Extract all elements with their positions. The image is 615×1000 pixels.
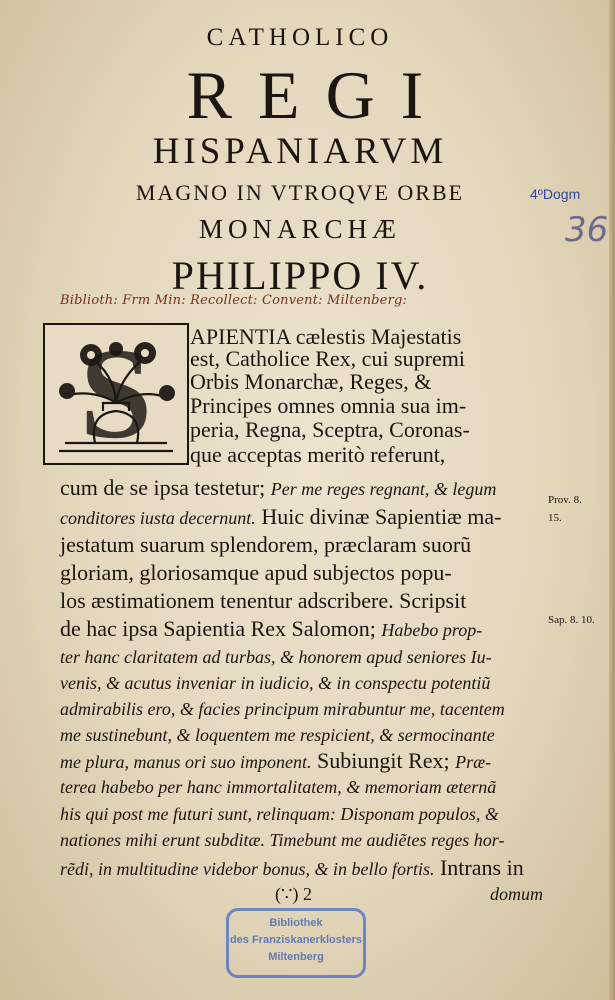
body-line-4: gloriam, gloriosamque apud subjectos popu- <box>60 560 452 585</box>
body-line-3: jestatum suarum splendorem, præclaram suorũ <box>60 532 472 557</box>
body-line-12: terea habebo per hanc immortalitatem, & memoriam æternã <box>60 777 497 797</box>
body-line-15-roman: Intrans in <box>439 855 524 880</box>
body-line-2-roman: Huic divinæ Sapientiæ ma- <box>261 504 502 529</box>
lead-line-2: est, Catholice Rex, cui supremi <box>190 346 465 371</box>
title-line-2: REGI <box>186 57 450 133</box>
body-line-7: ter hanc claritatem ad turbas, & honorem apud seniores Iu- <box>60 647 492 667</box>
shelfmark-number: 36 <box>565 210 609 250</box>
body-line-13: his qui post me futuri sunt, relinquam: Disponam populos, & <box>60 804 499 824</box>
signature-mark: (∵) 2 <box>275 884 312 904</box>
handwritten-ownership-note: Biblioth: Frm Min: Recollect: Convent: Miltenberg: <box>60 293 408 308</box>
title-line-6: PHILIPPO IV. <box>171 253 429 298</box>
body-line-14: nationes mihi erunt subditæ. Timebunt me audiẽtes reges hor- <box>60 830 505 850</box>
decorated-initial <box>43 323 189 465</box>
body-line-6-roman: de hac ipsa Sapientia Rex Salomon; <box>60 616 376 641</box>
body-line-15 <box>60 857 524 879</box>
margin-note-sap: Sap. 8. 10. <box>548 614 595 626</box>
library-stamp-line-3: Miltenberg <box>268 951 324 963</box>
lead-line-4: Principes omnes omnia sua im- <box>190 393 467 418</box>
library-stamp-line-2: des Franziskanerklosters <box>229 934 363 946</box>
title-line-4: MAGNO IN VTROQVE ORBE <box>135 180 465 205</box>
body-line-11-italic: me plura, manus ori suo imponent. <box>60 752 312 772</box>
library-stamp-line-1: Bibliothek <box>269 917 323 929</box>
lead-line-5: peria, Regna, Sceptra, Coronas- <box>190 417 470 442</box>
body-line-15-italic: rẽdi, in multitudine videbor bonus, & in bello fortis. <box>60 859 435 879</box>
body-line-1-roman: cum de se ipsa testetur; <box>60 475 266 500</box>
lead-line-1: APIENTIA cælestis Majestatis <box>190 324 462 349</box>
body-line-11 <box>60 750 491 772</box>
body-line-6-italic: Habebo prop- <box>381 620 483 640</box>
title-line-3: HISPANIARVM <box>152 131 448 172</box>
library-stamp <box>226 908 366 978</box>
margin-note-prov-verse: 15. <box>548 512 562 524</box>
body-line-1 <box>60 477 496 499</box>
body-line-6 <box>60 618 482 640</box>
page-edge <box>609 0 615 1000</box>
body-line-9: admirabilis ero, & facies principum mirabuntur me, tacentem <box>60 699 505 719</box>
title-line-1: CATHOLICO <box>206 24 394 51</box>
lead-line-3: Orbis Monarchæ, Reges, & <box>190 369 432 394</box>
body-line-2-italic: conditores iusta decernunt. <box>60 508 256 528</box>
body-line-2 <box>60 506 501 528</box>
body-line-5: los æstimationem tenentur adscribere. Scripsit <box>60 588 467 613</box>
body-line-11-roman: Subiungit Rex; <box>317 748 450 773</box>
body-line-11-tail: Præ- <box>455 752 492 772</box>
body-line-8: venis, & acutus inveniar in iudicio, & in conspectu potentiũ <box>60 673 491 693</box>
body-line-1-italic: Per me reges regnant, & legum <box>270 479 497 499</box>
margin-note-prov: Prov. 8. <box>548 494 582 506</box>
initial-letter-s: S <box>79 322 153 466</box>
title-line-5: MONARCHÆ <box>198 214 402 244</box>
lead-line-6: que acceptas meritò referunt, <box>190 442 446 467</box>
body-line-10: me sustinebunt, & loquentem me respicient, & sermocinante <box>60 725 495 745</box>
catchword: domum <box>490 884 543 904</box>
shelfmark-stamp: 4ºDogm <box>530 186 581 202</box>
